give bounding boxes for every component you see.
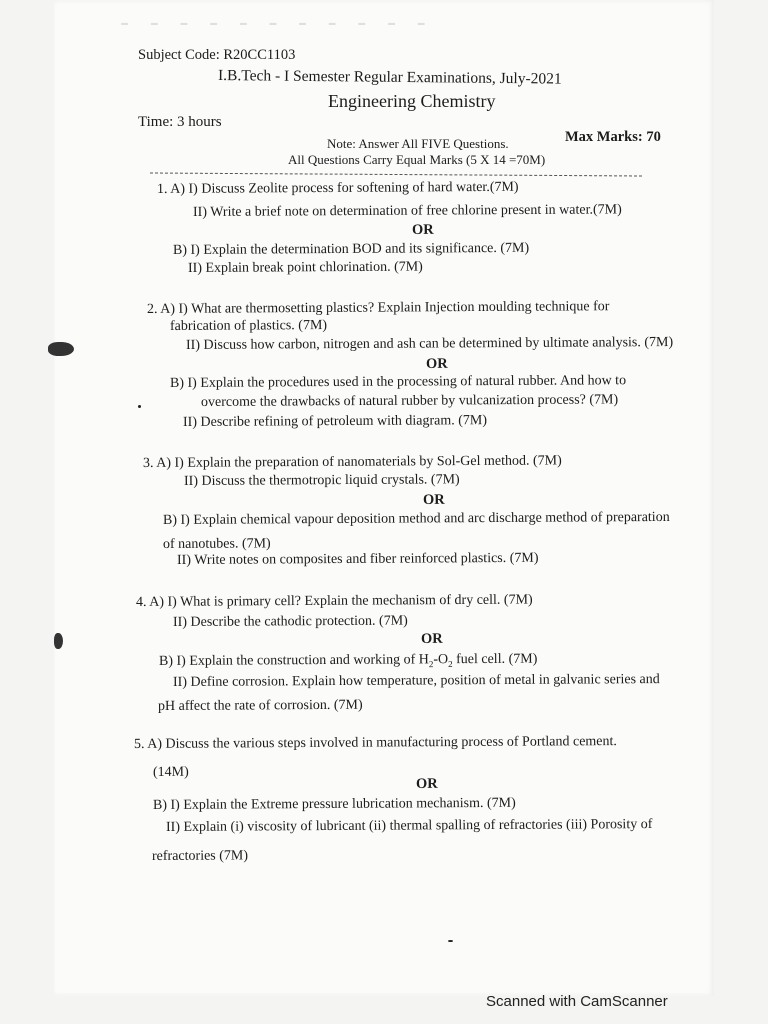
paper-title: Engineering Chemistry [328, 91, 496, 111]
q5-or: OR [415, 775, 438, 792]
q2-a-ii: II) Discuss how carbon, nitrogen and ash can be determined by ultimate analysis. (7M) [185, 335, 674, 353]
q5-b-ii-cont: refractories (7M) [151, 848, 249, 864]
q5-b-ii: II) Explain (i) viscosity of lubricant (ii) thermal spalling of refractories (iii) Porosity of [165, 817, 653, 835]
q1-a-ii: II) Write a brief note on determination of free chlorine present in water.(7M) [192, 202, 622, 220]
instruction-marks: All Questions Carry Equal Marks (5 X 14 =70M) [288, 152, 546, 167]
q1-b-ii: II) Explain break point chlorination. (7M) [187, 259, 423, 276]
q2-a-i: 2. A) I) What are thermosetting plastics? Explain Injection moulding technique for [146, 299, 610, 317]
binder-hole-mark [54, 633, 63, 649]
q3-b-ii: II) Write notes on composites and fiber reinforced plastics. (7M) [176, 550, 539, 568]
scanner-watermark: Scanned with CamScanner [486, 993, 668, 1010]
exam-title: I.B.Tech - I Semester Regular Examinations, July-2021 [217, 67, 562, 88]
q3-or: OR [422, 491, 445, 508]
q2-b-i: B) I) Explain the procedures used in the processing of natural rubber. And how to [169, 373, 627, 391]
q4-a-i: 4. A) I) What is primary cell? Explain the mechanism of dry cell. (7M) [135, 592, 533, 610]
instruction-note: Note: Answer All FIVE Questions. [327, 136, 509, 151]
q1-b-i: B) I) Explain the determination BOD and its significance. (7M) [172, 240, 530, 258]
subject-code: Subject Code: R20CC1103 [138, 47, 296, 63]
binder-hole-mark [48, 342, 74, 356]
q5-b-i: B) I) Explain the Extreme pressure lubrication mechanism. (7M) [152, 795, 516, 813]
q4-b-ii-cont: pH affect the rate of corrosion. (7M) [157, 697, 363, 714]
q2-or: OR [425, 355, 448, 372]
q2-b-ii: II) Describe refining of petroleum with diagram. (7M) [182, 413, 488, 430]
q2-b-i-cont: overcome the drawbacks of natural rubber by vulcanization process? (7M) [200, 392, 619, 410]
q3-b-i: B) I) Explain chemical vapour deposition method and arc discharge method of preparation [162, 509, 670, 528]
q1-or: OR [411, 221, 434, 238]
max-marks: Max Marks: 70 [565, 129, 661, 145]
q5-a: 5. A) Discuss the various steps involved in manufacturing process of Portland cement. [133, 734, 617, 752]
q3-b-i-cont: of nanotubes. (7M) [162, 536, 271, 552]
q4-a-ii: II) Describe the cathodic protection. (7M) [172, 613, 408, 630]
q1-a-i: 1. A) I) Discuss Zeolite process for softening of hard water.(7M) [156, 179, 519, 197]
scan-speck [448, 940, 453, 942]
scan-speck [138, 405, 141, 408]
q4-b-i: B) I) Explain the construction and working of $H_2-O_2$ fuel cell. (7M) [158, 651, 538, 670]
q4-b-ii: II) Define corrosion. Explain how temperature, position of metal in galvanic series and [172, 672, 660, 690]
q3-a-i: 3. A) I) Explain the preparation of nanomaterials by Sol-Gel method. (7M) [142, 453, 562, 471]
q4-or: OR [420, 630, 443, 647]
faded-watermark-header: ‑ ‑ ‑ ‑ ‑ ‑ ‑ ‑ ‑ ‑ ‑ [120, 8, 432, 38]
q2-a-i-cont: fabrication of plastics. (7M) [169, 318, 328, 334]
exam-time: Time: 3 hours [138, 114, 222, 130]
q3-a-ii: II) Discuss the thermotropic liquid crystals. (7M) [183, 472, 460, 489]
q5-a-cont: (14M) [152, 764, 189, 780]
